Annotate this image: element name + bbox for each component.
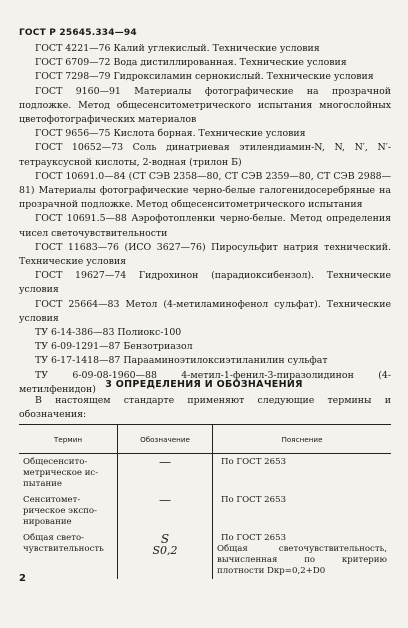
term-cell: Общая свето-чувствительность <box>23 533 104 554</box>
table-row <box>19 530 391 579</box>
reference-item: ГОСТ 9656—75 Кислота борная. Технические условия <box>35 128 306 140</box>
section-intro: В настоящем стандарте применяют следующие термины и обозначения: <box>19 395 391 420</box>
reference-item: ТУ 6-09-08-1960—88 4-метил-1-фенил-3-пиразолидинон (4-метилфенидон) <box>19 369 391 395</box>
explanation-text-secondary: Общая светочувствительность, вычисленная по критерию плотности Dкр=0,2+D0 <box>217 544 387 576</box>
explanation-text: По ГОСТ 2653 <box>221 457 287 467</box>
reference-item: ТУ 6-14-386—83 Полиокс-100 <box>35 327 182 339</box>
reference-item: ГОСТ 10652—73 Соль динатриевая этилендиамин-N, N, N′, N′-тетрауксусной кислоты, 2-водная (трилон Б) <box>19 142 391 168</box>
page-number: 2 <box>19 573 26 584</box>
table-row <box>19 454 391 493</box>
reference-item: ГОСТ 6709—72 Вода дистиллированная. Технические условия <box>35 57 347 69</box>
table-row <box>19 492 391 530</box>
column-header-term: Термин <box>19 425 118 454</box>
reference-item: ГОСТ 25664—83 Метол (4-метиламинофенол сульфат). Технические условия <box>19 298 391 324</box>
reference-item: ГОСТ 19627—74 Гидрохинон (парадиоксибензол). Технические условия <box>19 270 391 296</box>
symbol-cell <box>118 492 213 530</box>
reference-item: ТУ 6-17-1418—87 Парааминоэтилоксиэтиланилин сульфат <box>35 355 328 367</box>
terms-table <box>19 424 391 579</box>
column-header-symbol: Обозначение <box>118 425 213 454</box>
term-cell: Сенситомет-рическое экспо-нирование <box>23 495 97 527</box>
table-header-row <box>19 425 391 454</box>
symbol-cell <box>118 454 213 493</box>
explanation-text: По ГОСТ 2653 <box>221 495 287 505</box>
explanation-cell <box>213 454 392 493</box>
term-cell: Общесенсито-метрическое ис-пытание <box>23 457 99 489</box>
section-title: 3 ОПРЕДЕЛЕНИЯ И ОБОЗНАЧЕНИЯ <box>105 379 303 390</box>
reference-item: ГОСТ 10691.5—88 Аэрофотопленки черно-белые. Метод определения чисел светочувствительности <box>19 213 391 239</box>
explanation-text: По ГОСТ 2653 <box>221 533 287 543</box>
symbol-text: S <box>160 532 170 546</box>
explanation-cell <box>213 530 392 579</box>
document-header: ГОСТ Р 25645.334—94 <box>19 28 137 38</box>
symbol-cell <box>118 530 213 579</box>
explanation-cell <box>213 492 392 530</box>
reference-item: ГОСТ 9160—91 Материалы фотографические на прозрачной подложке. Метод общесенситометрического испытания многослойных цветофотографических материалов <box>19 85 391 126</box>
symbol-text: — <box>159 455 171 469</box>
column-header-explanation: Пояснение <box>213 425 392 454</box>
reference-item: ТУ 6-09-1291—87 Бензотриазол <box>35 341 193 353</box>
normative-references <box>19 42 391 397</box>
reference-item: ГОСТ 11683—76 (ИСО 3627—76) Пиросульфит натрия технический. Технические условия <box>19 241 391 268</box>
reference-item: ГОСТ 4221—76 Калий углекислый. Технические условия <box>35 43 320 54</box>
symbol-text: — <box>159 493 171 507</box>
reference-item: ГОСТ 7298—79 Гидроксиламин сернокислый. Технические условия <box>35 71 374 83</box>
symbol-text-secondary: S0,2 <box>152 544 178 557</box>
reference-item: ГОСТ 10691.0—84 (СТ СЭВ 2358—80, СТ СЭВ 2359—80, СТ СЭВ 2988—81) Материалы фотографические черно-белые галогенидосеребряные на прозрачной подложке. Метод общесенситометрического испытания <box>19 170 391 211</box>
